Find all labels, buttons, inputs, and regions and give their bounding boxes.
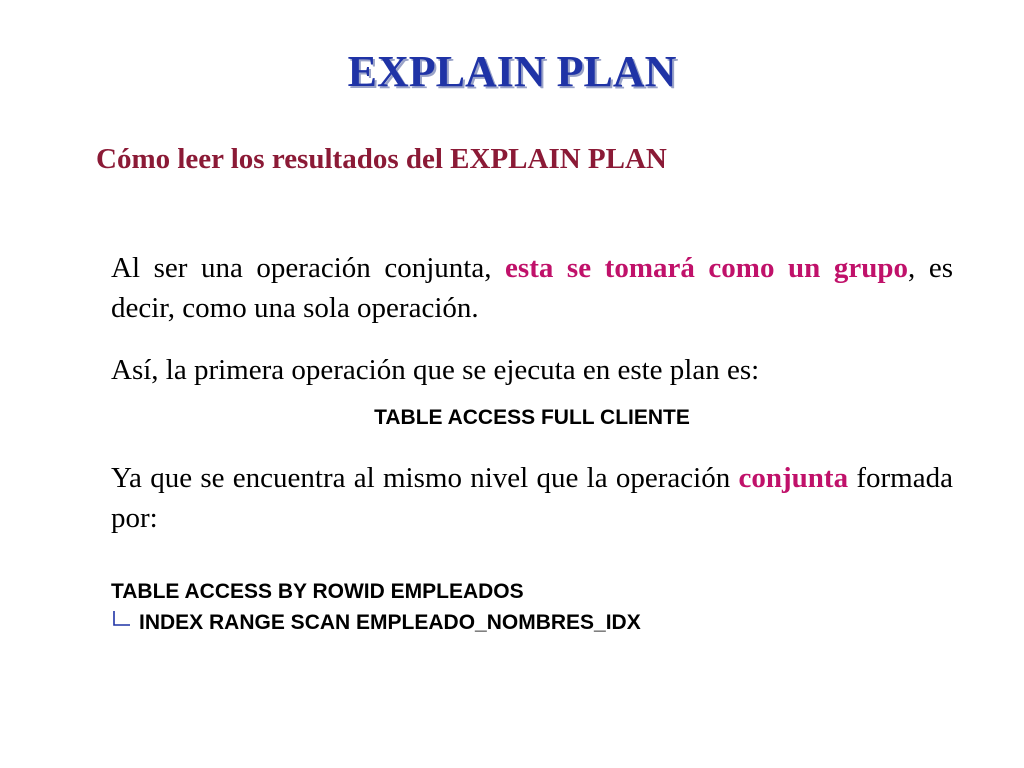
paragraph-first-operation xyxy=(111,350,953,390)
paragraph-text: Así, la primera operación que se ejecuta en este plan es: xyxy=(111,354,760,386)
slide-subtitle: Cómo leer los resultados del EXPLAIN PLAN xyxy=(96,143,667,175)
highlighted-text: esta se tomará como un grupo xyxy=(505,252,909,284)
paragraph-group-operation xyxy=(111,248,953,328)
paragraph-text: , es decir, como una sola operación. xyxy=(111,252,954,324)
paragraph-text: Ya que se encuentra al mismo nivel que la operación xyxy=(111,462,739,494)
slide-title: EXPLAIN PLAN xyxy=(347,47,677,96)
paragraph-text: formada por: xyxy=(111,462,953,534)
plan-tree-child: INDEX RANGE SCAN EMPLEADO_NOMBRES_IDX xyxy=(139,611,641,634)
tree-branch-icon xyxy=(111,611,131,627)
first-operation-code: TABLE ACCESS FULL CLIENTE xyxy=(374,406,690,429)
paragraph-same-level xyxy=(111,458,953,538)
highlighted-text: conjunta xyxy=(738,462,849,494)
plan-tree-child-row xyxy=(111,610,641,636)
plan-tree-parent: TABLE ACCESS BY ROWID EMPLEADOS xyxy=(111,580,524,603)
paragraph-text: Al ser una operación conjunta, xyxy=(111,252,506,284)
